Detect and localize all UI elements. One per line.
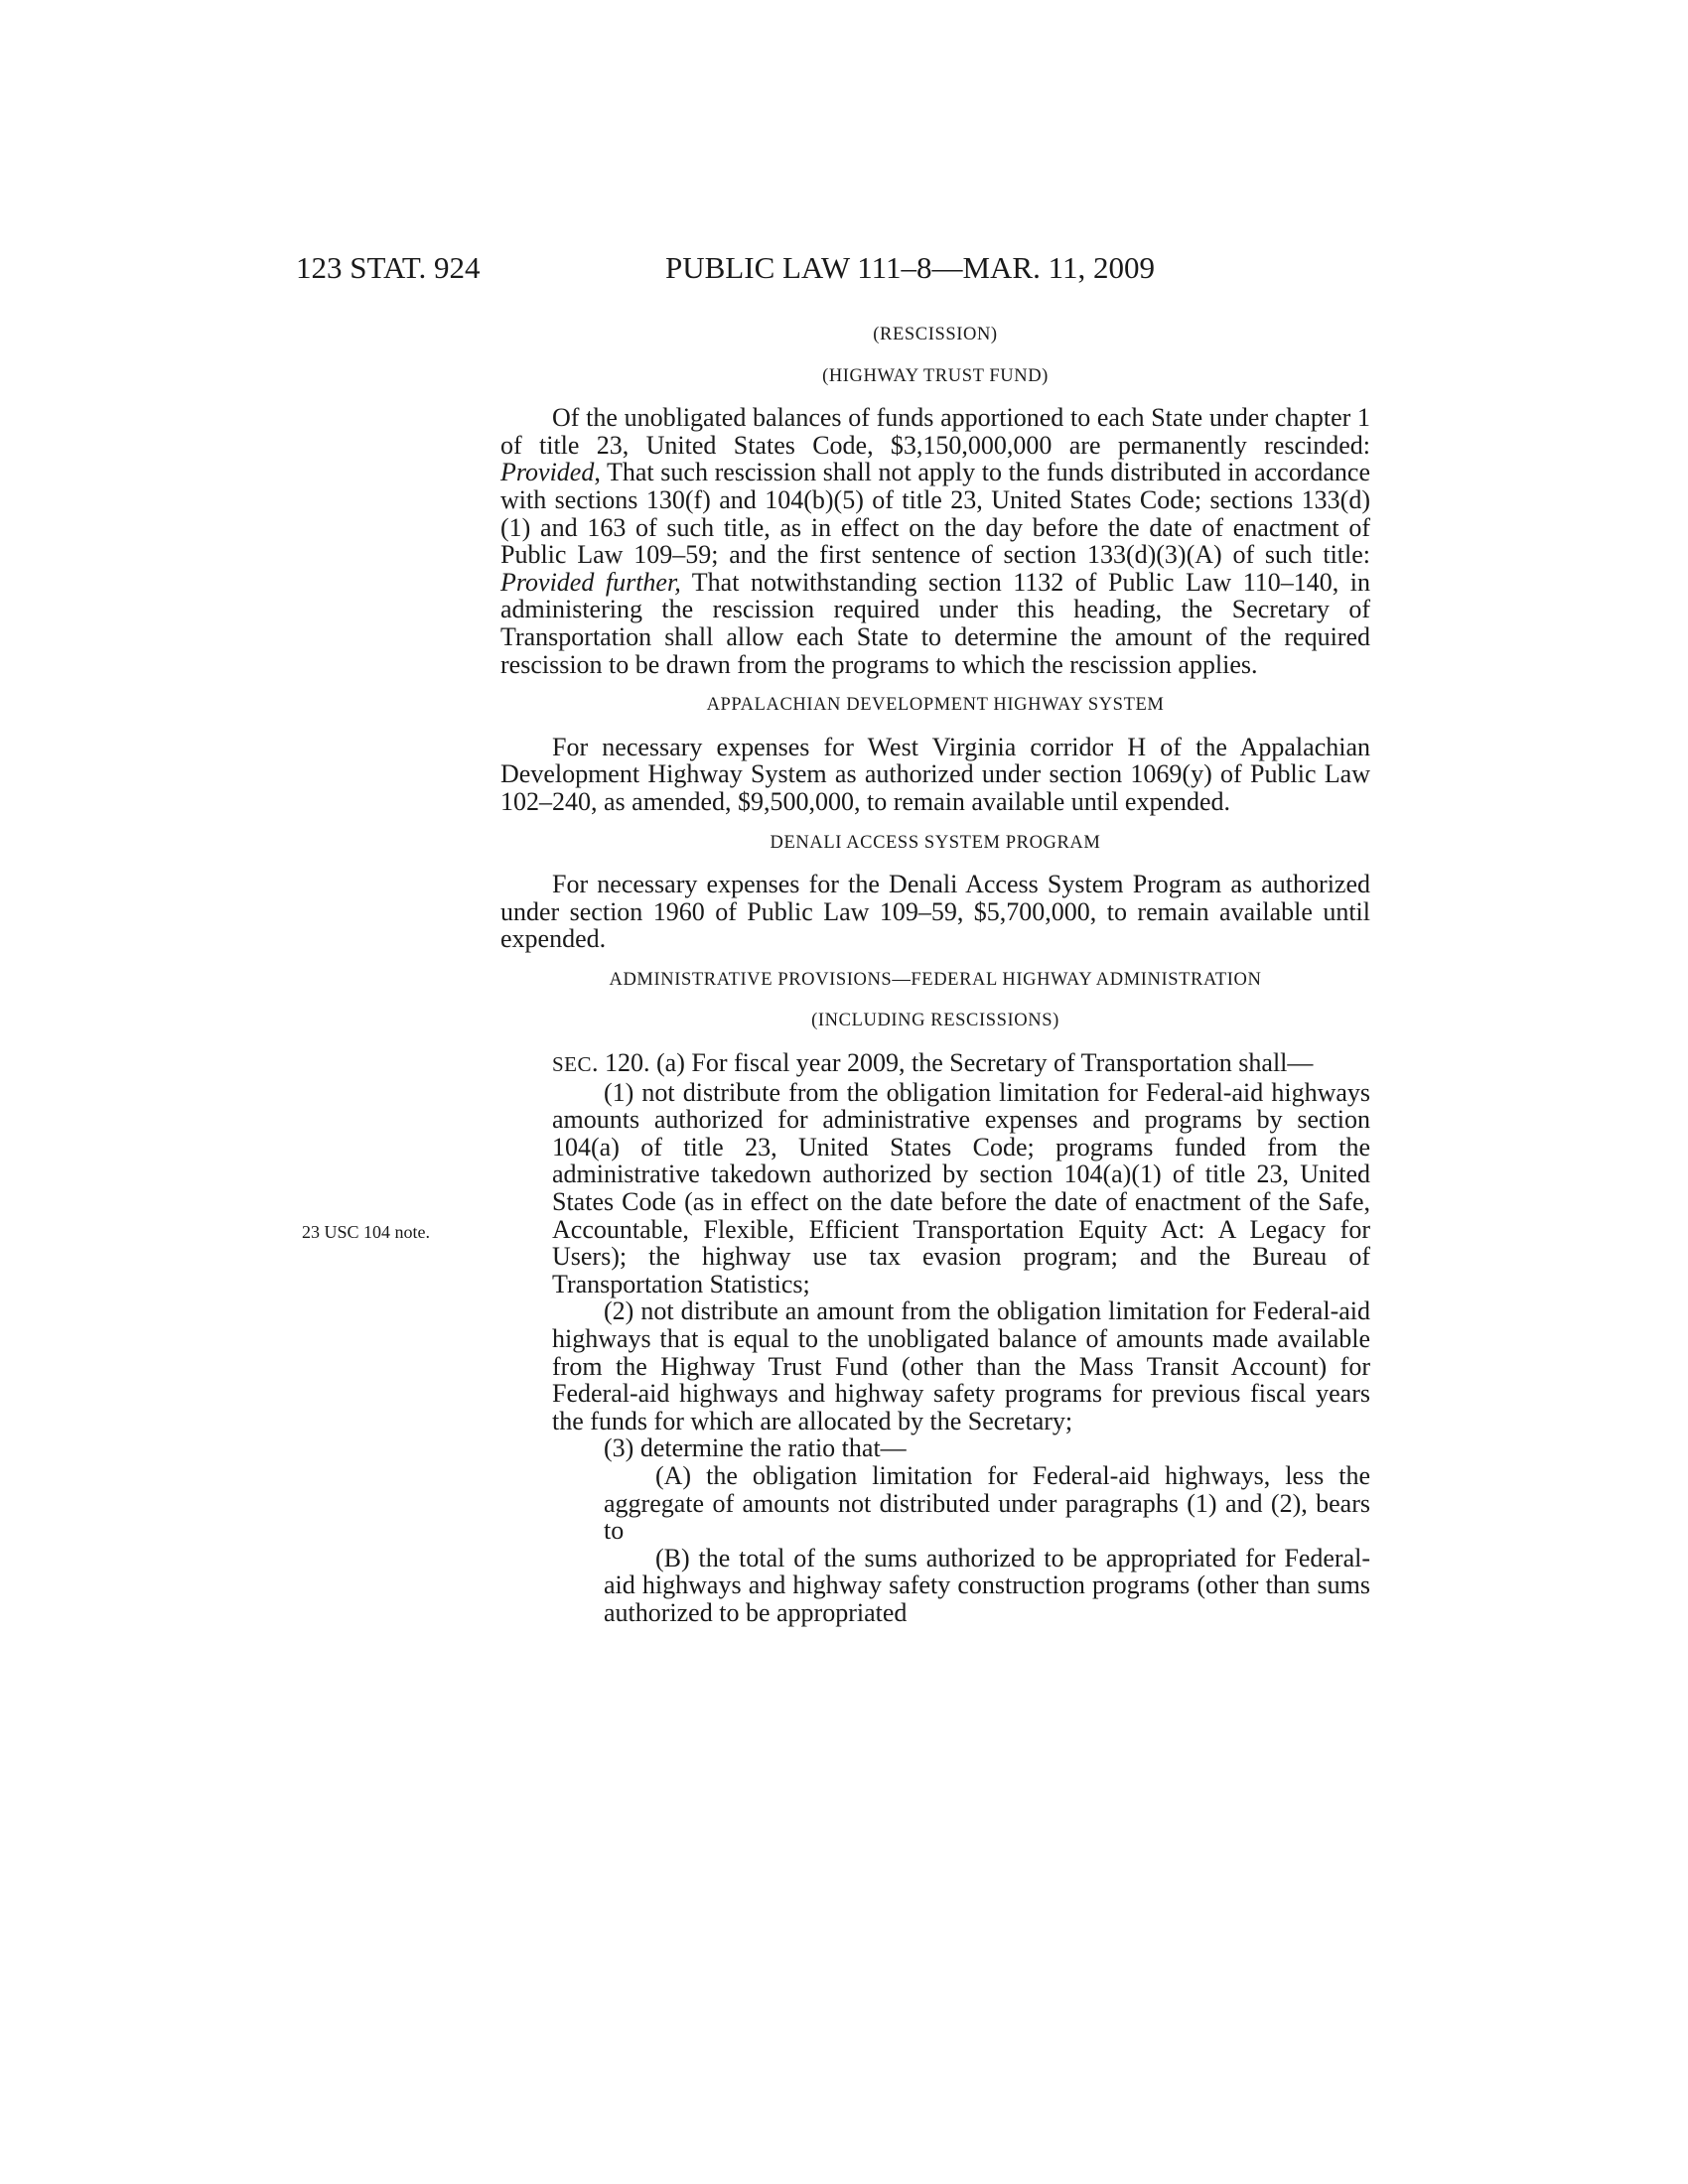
subparagraph-3b: (B) the total of the sums authorized to be appropriated for Federal-aid highways and highway safety construction programs (other than sums authorized to be appropriated [604,1543,1370,1627]
denali-paragraph: For necessary expenses for the Denali Access System Program as authorized under section 1960 of Public Law 109–59, $5,700,000, to remain available until expended. [500,870,1370,954]
including-rescissions-heading: (INCLUDING RESCISSIONS) [811,1011,1059,1031]
highway-trust-fund-heading: (HIGHWAY TRUST FUND) [822,365,1049,386]
paragraph-3: (3) determine the ratio that— [604,1433,907,1463]
section-120-intro: SEC. 120. (a) For fiscal year 2009, the Secretary of Transportation shall— [552,1048,1314,1078]
administrative-provisions-heading: ADMINISTRATIVE PROVISIONS—FEDERAL HIGHWAY ADMINISTRATION [609,969,1262,990]
subparagraph-3a: (A) the obligation limitation for Federal-aid highways, less the aggregate of amounts not distributed under paragraphs (1) and (2), bears to [604,1460,1370,1546]
appalachian-paragraph: For necessary expenses for West Virginia corridor H of the Appalachian Development Highway System as authorized under section 1069(y) of Public Law 102–240, as amended, $9,500,000, to remain available until expended. [500,732,1370,816]
margin-note: 23 USC 104 note. [302,1222,431,1242]
paragraph-1: (1) not distribute from the obligation limitation for Federal-aid highways amounts authorized for administrative expenses and programs by section 104(a) of title 23, United States Code; programs funded from the administrative takedown authorized by section 104(a)(1) of title 23, United States Code (as in effect on the date before the date of enactment of the Safe, Accountable, Flexible, Efficient Transportation Equity Act: A Legacy for Users); the highway use tax evasion program; and the Bureau of Transportation Statistics; [552,1077,1370,1298]
denali-heading: DENALI ACCESS SYSTEM PROGRAM [770,832,1101,853]
running-header [0,250,1688,290]
body-text [500,322,1370,1627]
rescission-heading: (RESCISSION) [873,325,998,344]
public-law-reference: PUBLIC LAW 111–8—MAR. 11, 2009 [665,250,1155,285]
paragraph-2: (2) not distribute an amount from the obligation limitation for Federal-aid highways that is equal to the unobligated balance of amounts made available from the Highway Trust Fund (other than the Mass Transit Account) for Federal-aid highways and highway safety programs for previous fiscal years the funds for which are allocated by the Secretary; [552,1297,1370,1435]
stat-reference: 123 STAT. 924 [296,250,481,285]
appalachian-heading: APPALACHIAN DEVELOPMENT HIGHWAY SYSTEM [706,695,1165,716]
rescission-paragraph: Of the unobligated balances of funds apportioned to each State under chapter 1 of title 23, United States Code, $3,150,000,000 are permanently rescinded: Provided, That such rescission shall not apply to the funds distributed in accordance with sections 130(f) and 104(b)(5) of title 23, United States Code; sections 133(d)(1) and 163 of such title, as in effect on the day before the date of enactment of Public Law 109–59; and the first sentence of section 133(d)(3)(A) of such title: Provided further, That notwithstanding section 1132 of Public Law 110–140, in administering the rescission required under this heading, the Secretary of Transportation shall allow each State to determine the amount of the required rescission to be drawn from the programs to which the rescission applies. [500,403,1370,679]
